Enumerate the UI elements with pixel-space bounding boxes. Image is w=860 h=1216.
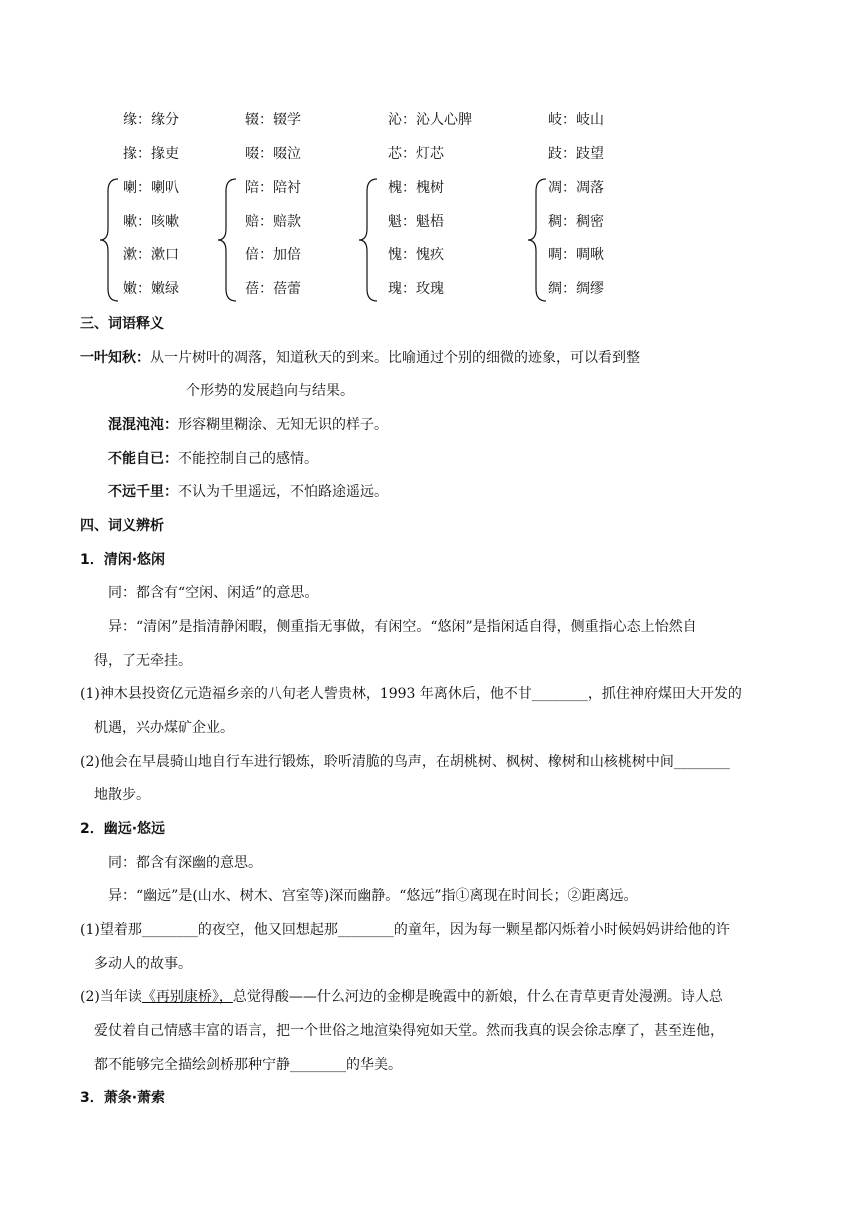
exercise-question: (1)望着那________的夜空，他又回想起那________的童年，因为每一颗星都闪烁着小时候妈妈讲给他的许 bbox=[80, 922, 730, 938]
grid-cell: 跂：跂望 bbox=[548, 146, 604, 162]
grid-cell: 喇：喇叭 bbox=[123, 180, 179, 196]
item-title: 3．萧条·萧索 bbox=[80, 1090, 166, 1106]
grid-cell: 沁：沁人心脾 bbox=[388, 112, 472, 128]
exercise-question: (2)他会在早晨骑山地自行车进行锻炼，聆听清脆的鸟声，在胡桃树、枫树、橡树和山核桃树中间________ bbox=[80, 754, 730, 770]
grid-cell: 啁：啁啾 bbox=[548, 247, 604, 263]
grid-cell: 稠：稠密 bbox=[548, 214, 604, 230]
brace-icon bbox=[526, 177, 548, 303]
same-meaning: 同：都含有“空闲、闲适”的意思。 bbox=[108, 585, 319, 601]
grid-cell: 愧：愧疚 bbox=[388, 247, 444, 263]
exercise-question: 爱仗着自己情感丰富的语言，把一个世俗之地渲染得宛如天堂。然而我真的误会徐志摩了，甚至连他， bbox=[94, 1023, 724, 1039]
grid-cell: 岐：岐山 bbox=[548, 112, 604, 128]
definition-term: 一叶知秋： bbox=[80, 350, 150, 366]
grid-cell: 嫩：嫩绿 bbox=[123, 281, 179, 297]
grid-cell: 芯：灯芯 bbox=[388, 146, 444, 162]
section-heading: 四、词义辨析 bbox=[80, 518, 164, 534]
exercise-question: 都不能够完全描绘剑桥那种宁静________的华美。 bbox=[94, 1057, 402, 1073]
grid-cell: 缘：缘分 bbox=[123, 112, 179, 128]
grid-cell: 漱：漱口 bbox=[123, 247, 179, 263]
grid-cell: 蓓：蓓蕾 bbox=[245, 281, 301, 297]
grid-cell: 陪：陪衬 bbox=[245, 180, 301, 196]
definition-entry bbox=[108, 449, 318, 469]
grid-cell: 嗽：咳嗽 bbox=[123, 214, 179, 230]
definition-text: 形容糊里糊涂、无知无识的样子。 bbox=[178, 417, 388, 433]
definition-text: 从一片树叶的凋落，知道秋天的到来。比喻通过个别的细微的迹象，可以看到整 bbox=[150, 350, 640, 366]
book-title-link[interactable]: 《再别康桥》， bbox=[141, 989, 233, 1005]
definition-term: 不能自已： bbox=[108, 451, 178, 467]
item-title: 1．清闲·悠闲 bbox=[80, 552, 166, 568]
definition-entry bbox=[108, 482, 388, 502]
diff-meaning: 得，了无牵挂。 bbox=[94, 653, 192, 669]
grid-cell: 绸：绸缪 bbox=[548, 281, 604, 297]
question-text: 总觉得酸——什么河边的金柳是晚霞中的新娘，什么在青草更青处漫溯。诗人总 bbox=[232, 989, 723, 1005]
exercise-question bbox=[80, 987, 723, 1007]
grid-cell: 凋：凋落 bbox=[548, 180, 604, 196]
grid-cell: 瑰：玫瑰 bbox=[388, 281, 444, 297]
question-prefix: (2)当年读 bbox=[80, 989, 142, 1005]
definition-text: 不能控制自己的感情。 bbox=[178, 451, 318, 467]
grid-cell: 赔：赔款 bbox=[245, 214, 301, 230]
exercise-question: 机遇，兴办煤矿企业。 bbox=[94, 720, 234, 736]
grid-cell: 掾：掾吏 bbox=[123, 146, 179, 162]
exercise-question: 多动人的故事。 bbox=[94, 956, 192, 972]
definition-entry bbox=[108, 415, 388, 435]
grid-cell: 槐：槐树 bbox=[388, 180, 444, 196]
exercise-question: 地散步。 bbox=[94, 787, 150, 803]
definition-text: 个形势的发展趋向与结果。 bbox=[186, 383, 354, 399]
definition-term: 不远千里： bbox=[108, 484, 178, 500]
definition-entry bbox=[80, 348, 640, 368]
same-meaning: 同：都含有深幽的意思。 bbox=[108, 855, 262, 871]
brace-icon bbox=[357, 177, 379, 303]
grid-cell: 倍：加倍 bbox=[245, 247, 301, 263]
item-title: 2．幽远·悠远 bbox=[80, 821, 166, 837]
brace-icon bbox=[216, 177, 238, 303]
definition-text: 不认为千里遥远，不怕路途遥远。 bbox=[178, 484, 388, 500]
grid-cell: 魁：魁梧 bbox=[388, 214, 444, 230]
definition-term: 混混沌沌： bbox=[108, 417, 178, 433]
diff-meaning: 异：“清闲”是指清静闲暇，侧重指无事做，有闲空。“悠闲”是指闲适自得，侧重指心态上怡然自 bbox=[108, 619, 697, 635]
diff-meaning: 异：“幽远”是(山水、树木、宫室等)深而幽静。“悠远”指①离现在时间长；②距离远。 bbox=[108, 888, 638, 904]
exercise-question: (1)神木县投资亿元造福乡亲的八旬老人訾贵林，1993 年离休后，他不甘________，抓住神府煤田大开发的 bbox=[80, 686, 742, 702]
section-heading: 三、词语释义 bbox=[80, 316, 164, 332]
grid-cell: 啜：啜泣 bbox=[245, 146, 301, 162]
brace-icon bbox=[98, 177, 120, 303]
grid-cell: 辍：辍学 bbox=[245, 112, 301, 128]
